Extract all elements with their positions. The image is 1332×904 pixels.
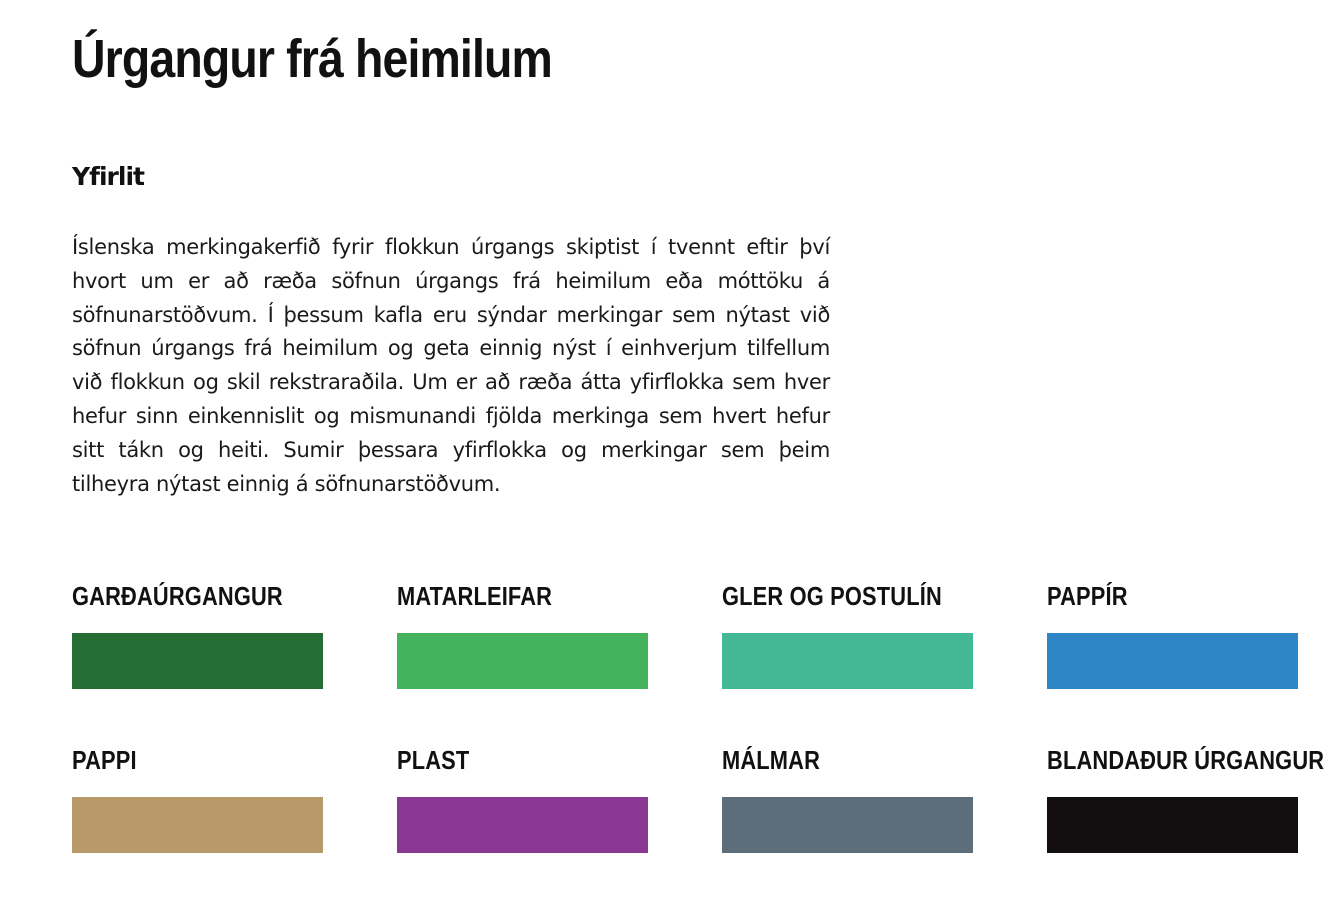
page-title: Úrgangur frá heimilum xyxy=(72,29,552,89)
category-label: PAPPI xyxy=(72,745,137,775)
category-label: MÁLMAR xyxy=(722,745,821,775)
color-bar-malmar xyxy=(722,797,973,853)
color-bar-gler-og-postulin xyxy=(722,633,973,689)
color-bar-matarleifar xyxy=(397,633,648,689)
category-swatch-pappir xyxy=(1047,576,1298,616)
color-bar-pappir xyxy=(1047,633,1298,689)
category-swatch-plast xyxy=(397,740,648,780)
color-bar-plast xyxy=(397,797,648,853)
category-label: PAPPÍR xyxy=(1047,581,1128,611)
category-label: MATARLEIFAR xyxy=(397,581,553,611)
color-bar-gardaurgangur xyxy=(72,633,323,689)
intro-paragraph: Íslenska merkingakerfið fyrir flokkun úrgangs skiptist í tvennt eftir því hvort um er að ræða söfnun úrgangs frá heimilum eða móttöku á söfnunarstöðvum. Í þessum kafla eru sýndar merkingar sem nýtast við söfnun úrgangs frá heimilum og geta einnig nýst í einhverjum tilfellum við flokkun og skil rekstraraðila. Um er að ræða átta yfirflokka sem hver hefur sinn einkennislit og mismunandi fjölda merkinga sem hvert hefur sitt tákn og heiti. Sumir þessara yfirflokka og merkingar sem þeim tilheyra nýtast einnig á söfnunarstöðvum. xyxy=(72,235,830,496)
color-bar-pappi xyxy=(72,797,323,853)
category-swatch-blandadur-urgangur xyxy=(1047,740,1325,780)
category-swatch-gardaurgangur xyxy=(72,576,323,616)
color-bar-blandadur-urgangur xyxy=(1047,797,1298,853)
category-label: GARÐAÚRGANGUR xyxy=(72,581,283,611)
category-swatch-gler-og-postulin xyxy=(722,576,973,616)
category-swatch-malmar xyxy=(722,740,973,780)
category-label: GLER OG POSTULÍN xyxy=(722,581,942,611)
category-label: PLAST xyxy=(397,745,470,775)
category-swatch-pappi xyxy=(72,740,323,780)
section-heading: Yfirlit xyxy=(72,162,144,191)
category-label: BLANDAÐUR ÚRGANGUR xyxy=(1047,745,1325,775)
category-swatch-grid xyxy=(72,576,1325,856)
category-swatch-matarleifar xyxy=(397,576,648,616)
